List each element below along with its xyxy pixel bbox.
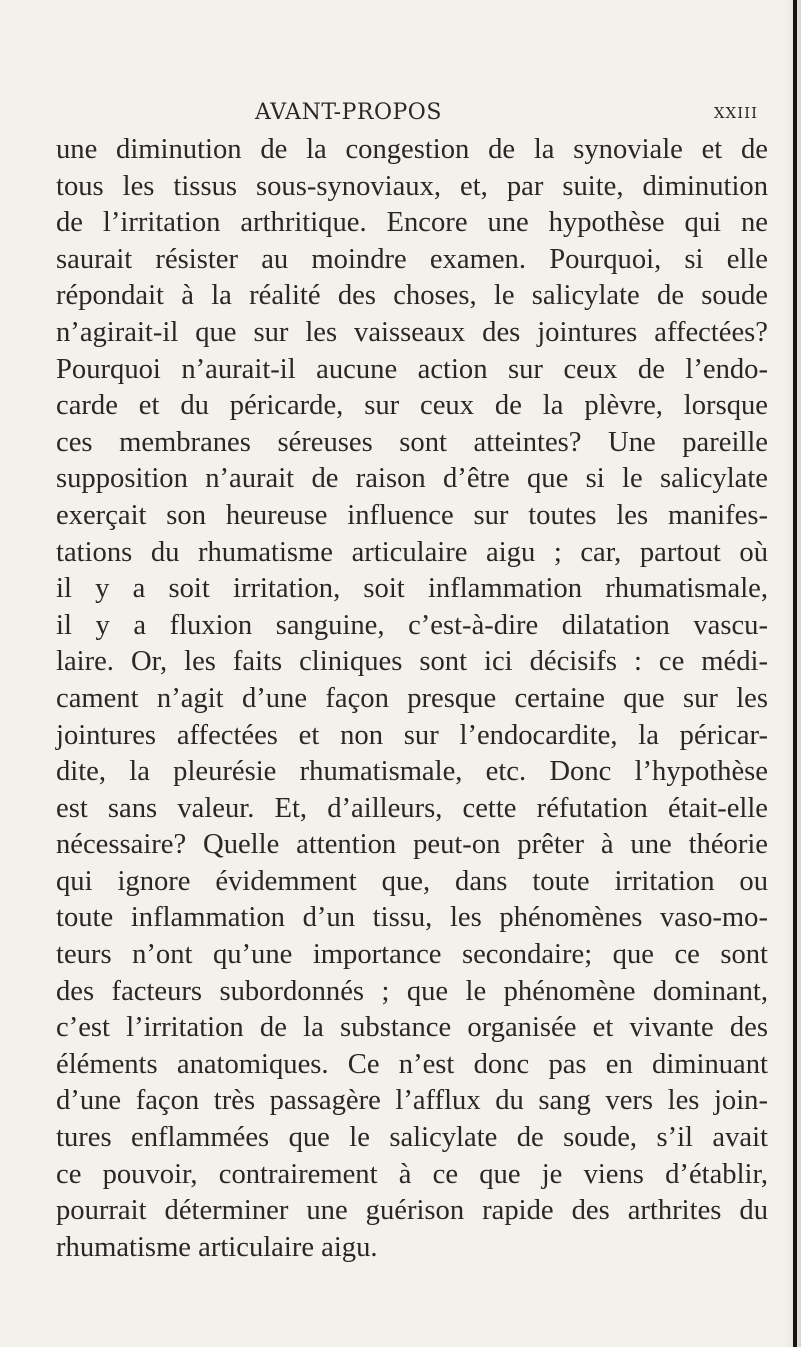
text-line: des facteurs subordonnés ; que le phénomène dominant, <box>56 975 768 1007</box>
page-header <box>56 98 776 128</box>
page-number: XXIII <box>713 104 758 122</box>
text-line: tures enflammées que le salicylate de soude, s’il avait <box>56 1122 768 1154</box>
text-line: teurs n’ont qu’une importance secondaire; que ce sont <box>56 939 768 971</box>
text-line: ce pouvoir, contrairement à ce que je viens d’établir, <box>56 1158 768 1190</box>
text-line: pourrait déterminer une guérison rapide des arthrites du <box>56 1195 768 1227</box>
text-line: cament n’agit d’une façon presque certaine que sur les <box>56 682 768 714</box>
page-edge-shadow <box>793 0 797 1347</box>
text-line: carde et du péricarde, sur ceux de la plèvre, lorsque <box>56 390 768 422</box>
text-line: qui ignore évidemment que, dans toute irritation ou <box>56 865 768 897</box>
text-line: n’agirait-il que sur les vaisseaux des jointures affectées? <box>56 316 768 348</box>
text-line: une diminution de la congestion de la synoviale et de <box>56 134 768 165</box>
text-line: rhumatisme articulaire aigu. <box>56 1231 378 1263</box>
text-line: tous les tissus sous-synoviaux, et, par suite, diminution <box>56 170 768 202</box>
text-line: il y a soit irritation, soit inflammation rhumatismale, <box>56 573 768 605</box>
text-line: c’est l’irritation de la substance organisée et vivante des <box>56 1012 768 1044</box>
text-line: supposition n’aurait de raison d’être que si le salicylate <box>56 463 768 495</box>
running-head: AVANT-PROPOS <box>255 100 442 125</box>
text-line: toute inflammation d’un tissu, les phénomènes vaso-mo- <box>56 902 768 934</box>
text-line: laire. Or, les faits cliniques sont ici décisifs : ce médi- <box>56 646 768 678</box>
text-line: saurait résister au moindre examen. Pourquoi, si elle <box>56 243 768 275</box>
body-paragraph <box>56 132 768 1266</box>
text-line: ces membranes séreuses sont atteintes? Une pareille <box>56 426 768 458</box>
text-line: dite, la pleurésie rhumatismale, etc. Donc l’hypothèse <box>56 756 768 788</box>
text-line: nécessaire? Quelle attention peut-on prêter à une théorie <box>56 829 768 861</box>
text-line: est sans valeur. Et, d’ailleurs, cette réfutation était-elle <box>56 792 768 824</box>
text-line: Pourquoi n’aurait-il aucune action sur ceux de l’endo- <box>56 353 768 385</box>
text-line: répondait à la réalité des choses, le salicylate de soude <box>56 280 768 312</box>
text-line: jointures affectées et non sur l’endocardite, la péricar- <box>56 719 768 751</box>
text-line: il y a fluxion sanguine, c’est-à-dire dilatation vascu- <box>56 609 768 641</box>
text-line: d’une façon très passagère l’afflux du sang vers les join- <box>56 1085 768 1117</box>
text-line: tations du rhumatisme articulaire aigu ; car, partout où <box>56 536 768 568</box>
text-line: éléments anatomiques. Ce n’est donc pas en diminuant <box>56 1048 768 1080</box>
text-line: exerçait son heureuse influence sur toutes les manifes- <box>56 499 768 531</box>
text-line: de l’irritation arthritique. Encore une hypothèse qui ne <box>56 207 768 239</box>
